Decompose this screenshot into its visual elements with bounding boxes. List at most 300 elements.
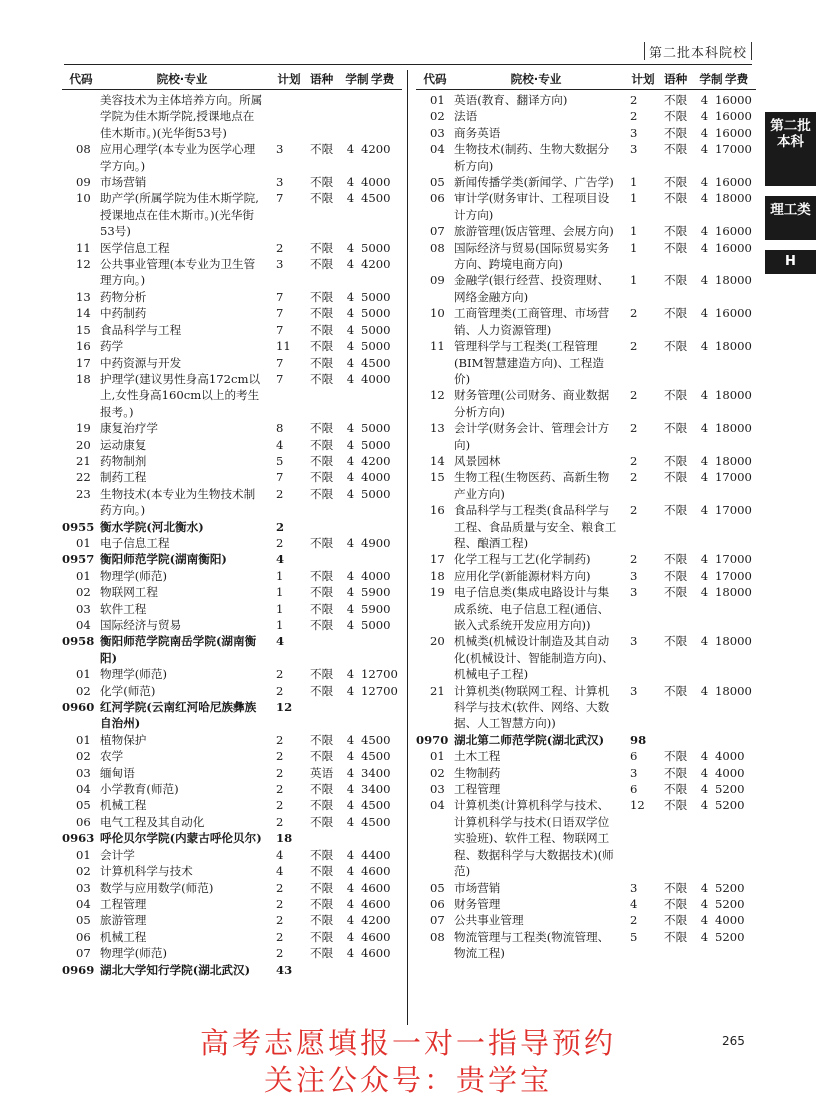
cell-duration: 4 (346, 421, 355, 436)
cell-duration: 4 (700, 224, 709, 239)
cell-duration: 4 (700, 93, 709, 107)
school-row (62, 551, 402, 567)
cell-major-name: 商务英语 (454, 125, 501, 140)
cell-lang: 不限 (664, 142, 688, 157)
cell-plan: 2 (276, 814, 284, 829)
cell-plan: 2 (630, 552, 638, 567)
cell-lang: 不限 (664, 175, 688, 190)
cell-lang: 英语 (310, 765, 334, 780)
cell-plan: 11 (276, 339, 291, 354)
cell-major-name: 生物技术(本专业为生物技术制药方向。) (100, 486, 256, 518)
cell-major-name: 新闻传播学类(新闻学、广告学) (454, 175, 614, 190)
cell-lang: 不限 (310, 355, 334, 370)
cell-plan: 2 (276, 929, 284, 944)
cell-duration: 4 (346, 289, 355, 304)
cell-duration: 4 (346, 257, 355, 272)
cell-code: 05 (76, 798, 91, 813)
cell-fee: 4000 (715, 765, 745, 780)
table-row (416, 551, 756, 567)
cell-code: 07 (430, 913, 445, 928)
cell-duration: 4 (346, 322, 355, 337)
cell-fee: 17000 (715, 470, 752, 485)
cell-plan: 2 (276, 519, 285, 534)
cell-duration: 4 (700, 634, 709, 649)
cell-major-name: 生物技术(制药、生物大数据分析方向) (454, 142, 610, 173)
table-row (416, 912, 756, 928)
table-row (62, 666, 402, 682)
cell-fee: 16000 (715, 175, 752, 190)
cell-plan: 18 (276, 831, 293, 846)
cell-lang: 不限 (664, 339, 688, 354)
cell-major-name: 小学教育(师范) (100, 782, 179, 797)
cell-lang: 不限 (664, 453, 688, 468)
table-row (416, 223, 756, 239)
cell-duration: 4 (346, 667, 355, 682)
cell-lang: 不限 (310, 453, 334, 468)
cell-lang: 不限 (310, 946, 334, 961)
cell-plan: 1 (630, 175, 638, 190)
side-tabs (765, 112, 816, 284)
cell-lang: 不限 (664, 749, 688, 764)
cell-code: 23 (76, 486, 91, 501)
cell-duration: 4 (346, 486, 355, 501)
cell-duration: 4 (700, 568, 709, 583)
header-title: 第二批本科院校 (648, 45, 747, 61)
school-row (416, 732, 756, 748)
cell-major-name: 植物保护 (100, 732, 147, 747)
cell-lang: 不限 (664, 896, 688, 911)
cell-duration: 4 (700, 585, 709, 600)
table-row (62, 338, 402, 354)
cell-fee: 5900 (361, 585, 391, 600)
cell-duration: 4 (700, 240, 709, 255)
cell-duration: 4 (346, 847, 355, 862)
table-row (62, 732, 402, 748)
cell-duration: 4 (346, 618, 355, 632)
watermark-line-1: 高考志愿填报一对一指导预约 (199, 1026, 616, 1060)
cell-plan: 4 (630, 896, 638, 911)
cell-fee: 5200 (715, 782, 745, 797)
cell-major-name: 助产学(所属学院为佳木斯学院,授课地点在佳木斯市。)(光华街53号) (100, 191, 259, 239)
table-row (416, 141, 756, 174)
cell-code: 0969 (62, 962, 95, 977)
cell-major-name: 管理科学与工程类(工程管理(BIM智慧建造方向)、工程造价) (454, 339, 604, 386)
left-table-header (62, 70, 402, 90)
table-row (416, 797, 756, 879)
cell-plan: 2 (630, 421, 638, 436)
cell-fee: 4600 (361, 929, 391, 944)
cell-code: 05 (430, 880, 445, 895)
cell-major-name: 物联网工程 (100, 585, 158, 600)
table-row (62, 863, 402, 879)
cell-lang: 不限 (664, 470, 688, 485)
cell-duration: 4 (700, 749, 709, 764)
cell-lang: 不限 (310, 322, 334, 337)
side-tab-batch[interactable]: 第二批本科 (765, 112, 816, 186)
cell-lang: 不限 (664, 125, 688, 140)
cell-code: 10 (76, 191, 91, 206)
cell-duration: 4 (700, 683, 709, 698)
cell-lang: 不限 (310, 339, 334, 354)
cell-duration: 4 (700, 306, 709, 321)
cell-fee: 4200 (361, 142, 391, 157)
watermark-line-2: 关注公众号：贵学宝 (263, 1063, 552, 1097)
cell-fee: 4600 (361, 880, 391, 895)
cell-code: 20 (76, 437, 91, 452)
cell-code: 03 (76, 880, 91, 895)
cell-fee: 4200 (361, 453, 391, 468)
cell-lang: 不限 (310, 535, 334, 550)
cell-code: 02 (430, 765, 445, 780)
cell-lang: 不限 (310, 749, 334, 764)
table-row (62, 469, 402, 485)
cell-code: 01 (430, 93, 445, 107)
cell-lang: 不限 (310, 929, 334, 944)
cell-plan: 2 (276, 749, 284, 764)
cell-lang: 不限 (310, 896, 334, 911)
cell-major-name: 工程管理 (100, 896, 147, 911)
cell-lang: 不限 (310, 240, 334, 255)
cell-code: 20 (430, 634, 445, 649)
table-row (62, 322, 402, 338)
cell-major-name: 中药制药 (100, 306, 147, 321)
cell-plan: 3 (630, 568, 638, 583)
cell-major-name: 药学 (100, 339, 124, 354)
table-row (416, 880, 756, 896)
cell-code: 19 (430, 585, 445, 600)
cell-plan: 8 (276, 421, 284, 436)
cell-plan: 5 (630, 929, 638, 944)
cell-lang: 不限 (310, 782, 334, 797)
cell-duration: 4 (346, 240, 355, 255)
cell-code: 21 (430, 683, 445, 698)
cell-fee: 18000 (715, 191, 752, 206)
cell-code: 0955 (62, 519, 95, 534)
cell-fee: 4200 (361, 257, 391, 272)
cell-lang: 不限 (664, 552, 688, 567)
cell-lang: 不限 (664, 93, 688, 107)
cell-major-name: 机械类(机械设计制造及其自动化(机械设计、智能制造方向)、机械电子工程) (454, 634, 614, 682)
cell-plan: 12 (630, 798, 645, 813)
cell-lang: 不限 (310, 601, 334, 616)
cell-plan: 2 (276, 946, 284, 961)
cell-code: 15 (76, 322, 91, 337)
cell-plan: 2 (276, 896, 284, 911)
table-row (62, 880, 402, 896)
cell-fee: 16000 (715, 240, 752, 255)
side-tab-letter[interactable]: H (765, 250, 816, 274)
cell-duration: 4 (346, 453, 355, 468)
col-code-header: 代码 (423, 72, 447, 87)
cell-fee: 5200 (715, 896, 745, 911)
header-rule (64, 64, 752, 65)
cell-major-name: 电子信息工程 (100, 535, 170, 550)
cell-duration: 4 (346, 191, 355, 206)
cell-fee: 17000 (715, 552, 752, 567)
cell-plan: 2 (630, 470, 638, 485)
cell-fee: 17000 (715, 142, 752, 157)
table-row (62, 781, 402, 797)
table-row (62, 748, 402, 764)
cell-major-name: 金融学(银行经营、投资理财、网络金融方向) (454, 273, 610, 304)
cell-major-name: 物理学(师范) (100, 946, 168, 961)
cell-fee: 16000 (715, 224, 752, 239)
cell-duration: 4 (700, 191, 709, 206)
cell-plan: 2 (276, 732, 284, 747)
cell-code: 05 (76, 913, 91, 928)
cell-major-name: 审计学(财务审计、工程项目设计方向) (454, 191, 610, 222)
table-row (62, 190, 402, 239)
cell-plan: 7 (276, 470, 284, 485)
table-row (62, 568, 402, 584)
cell-code: 16 (430, 503, 445, 518)
right-table-body (416, 92, 756, 962)
cell-code: 17 (76, 355, 91, 370)
cell-code: 19 (76, 421, 91, 436)
cell-code: 01 (76, 535, 91, 550)
cell-plan: 4 (276, 634, 285, 649)
cell-code: 05 (430, 175, 445, 190)
school-row (62, 519, 402, 535)
cell-plan: 1 (276, 601, 284, 616)
cell-fee: 4600 (361, 946, 391, 961)
cell-plan: 3 (276, 257, 284, 272)
cell-major-name: 化学工程与工艺(化学制药) (454, 552, 591, 567)
cell-code: 11 (430, 339, 445, 354)
cell-code: 0960 (62, 700, 95, 715)
cell-plan: 3 (276, 142, 284, 157)
cell-school-name: 呼伦贝尔学院(内蒙古呼伦贝尔) (100, 831, 262, 846)
table-row (416, 272, 756, 305)
cell-major-name: 旅游管理(饭店管理、会展方向) (454, 224, 614, 239)
col-lang-header: 语种 (310, 72, 334, 87)
cell-code: 04 (76, 896, 91, 911)
cell-code: 10 (430, 306, 445, 321)
cell-lang: 不限 (664, 568, 688, 583)
cell-major-name: 会计学(财务会计、管理会计方向) (454, 421, 610, 452)
cell-major-name: 食品科学与工程类(食品科学与工程、食品质量与安全、粮食工程、酿酒工程) (454, 503, 617, 550)
cell-code: 21 (76, 453, 91, 468)
cell-plan: 12 (276, 700, 293, 715)
cell-major-name: 护理学(建议男性身高172cm以上,女性身高160cm以上的考生报考。) (100, 371, 261, 419)
cell-fee: 4500 (361, 814, 391, 829)
cell-duration: 4 (700, 109, 709, 124)
cell-duration: 4 (700, 798, 709, 813)
table-row (416, 240, 756, 273)
table-row (62, 305, 402, 321)
cell-lang: 不限 (310, 864, 334, 879)
cell-major-name: 机械工程 (100, 929, 147, 944)
column-divider (407, 70, 408, 1025)
table-row (416, 125, 756, 141)
cell-major-name: 工程管理 (454, 782, 501, 797)
cell-plan: 2 (276, 782, 284, 797)
table-row (416, 387, 756, 420)
cell-plan: 2 (276, 486, 284, 501)
cell-major-name: 数学与应用数学(师范) (100, 880, 214, 895)
cell-plan: 2 (630, 388, 638, 403)
cell-duration: 4 (700, 142, 709, 157)
table-row (416, 108, 756, 124)
table-row (62, 814, 402, 830)
cell-code: 0963 (62, 831, 95, 846)
table-row (416, 781, 756, 797)
cell-major-name: 缅甸语 (100, 765, 135, 780)
cell-duration: 4 (700, 339, 709, 354)
cell-major-name: 软件工程 (100, 601, 147, 616)
right-table-header (416, 70, 756, 90)
cell-code: 01 (76, 732, 91, 747)
table-row (416, 420, 756, 453)
cell-code: 08 (76, 142, 91, 157)
cell-major-name: 制药工程 (100, 470, 147, 485)
cell-lang: 不限 (310, 568, 334, 583)
table-row (416, 174, 756, 190)
cell-major-name: 应用心理学(本专业为医学心理学方向。) (100, 142, 256, 173)
cell-plan: 1 (276, 618, 284, 632)
cell-major-name: 计算机科学与技术 (100, 864, 193, 879)
cell-fee: 5000 (361, 421, 391, 436)
cell-major-name: 计算机类(计算机科学与技术、计算机科学与技术(日语双学位实验班)、软件工程、物联网工程、数据科学与大数据技术)(师范) (454, 798, 614, 879)
cell-fee: 18000 (715, 634, 752, 649)
table-row (62, 453, 402, 469)
table-row (416, 929, 756, 962)
cell-code: 06 (76, 814, 91, 829)
cell-plan: 43 (276, 962, 293, 977)
table-row (62, 355, 402, 371)
cell-major-name: 中药资源与开发 (100, 355, 182, 370)
cell-fee: 18000 (715, 683, 752, 698)
cell-code: 16 (76, 339, 91, 354)
col-plan-header: 计划 (277, 72, 301, 87)
left-column (62, 70, 402, 978)
cell-plan: 7 (276, 371, 284, 386)
cell-duration: 4 (700, 175, 709, 190)
cell-major-name: 土木工程 (454, 749, 501, 764)
cell-major-name: 康复治疗学 (100, 421, 158, 436)
cell-duration: 4 (700, 552, 709, 567)
table-row (416, 683, 756, 732)
cell-major-name: 国际经济与贸易(国际贸易实务方向、跨境电商方向) (454, 240, 610, 272)
cell-duration: 4 (700, 929, 709, 944)
cell-major-name: 运动康复 (100, 437, 147, 452)
cell-fee: 16000 (715, 93, 752, 107)
cell-plan: 2 (276, 667, 284, 682)
table-row (416, 92, 756, 108)
cell-major-name: 电气工程及其自动化 (100, 814, 205, 829)
cell-duration: 4 (700, 503, 709, 518)
side-tab-category[interactable]: 理工类 (765, 196, 816, 240)
cell-lang: 不限 (664, 191, 688, 206)
cell-fee: 16000 (715, 109, 752, 124)
cell-lang: 不限 (310, 683, 334, 698)
cell-major-name: 电子信息类(集成电路设计与集成系统、电子信息工程(通信、嵌入式系统开发应用方向)) (454, 585, 610, 632)
cell-fee: 4400 (361, 847, 391, 862)
cell-lang: 不限 (664, 273, 688, 288)
cell-major-name: 公共事业管理 (454, 913, 524, 928)
cell-fee: 5200 (715, 929, 745, 944)
table-row (416, 469, 756, 502)
cell-code: 02 (76, 864, 91, 879)
cell-major-name: 药物分析 (100, 289, 147, 304)
cell-code: 12 (76, 257, 91, 272)
cell-fee: 3400 (361, 765, 391, 780)
cell-plan: 3 (630, 142, 638, 157)
table-row (416, 765, 756, 781)
cell-code: 11 (76, 240, 91, 255)
cell-lang: 不限 (310, 142, 334, 157)
cell-lang: 不限 (310, 437, 334, 452)
cell-duration: 4 (700, 388, 709, 403)
cell-duration: 4 (346, 749, 355, 764)
cell-major-name: 美容技术为主体培养方向。所属学院为佳木斯学院,授课地点在佳木斯市。)(光华街53号) (100, 93, 263, 140)
cell-duration: 4 (346, 437, 355, 452)
cell-plan: 2 (276, 798, 284, 813)
cell-school-name: 衡水学院(河北衡水) (100, 519, 204, 534)
cell-duration: 4 (346, 355, 355, 370)
table-row (62, 912, 402, 928)
cell-major-name: 物流管理与工程类(物流管理、物流工程) (454, 929, 610, 961)
cell-lang: 不限 (310, 667, 334, 682)
cell-code: 01 (76, 667, 91, 682)
table-row (62, 617, 402, 633)
cell-lang: 不限 (664, 585, 688, 600)
cell-lang: 不限 (664, 634, 688, 649)
cell-plan: 98 (630, 732, 647, 747)
cell-plan: 2 (630, 503, 638, 518)
cell-code: 13 (430, 421, 445, 436)
cell-fee: 18000 (715, 388, 752, 403)
cell-duration: 4 (346, 765, 355, 780)
cell-code: 02 (76, 585, 91, 600)
table-row (62, 371, 402, 420)
page-header (640, 40, 756, 62)
cell-lang: 不限 (310, 289, 334, 304)
table-row (416, 584, 756, 633)
cell-lang: 不限 (664, 240, 688, 255)
col-fee-header: 学费 (725, 72, 749, 87)
cell-duration: 4 (346, 371, 355, 386)
col-duration-header: 学制 (699, 72, 723, 87)
cell-lang: 不限 (310, 618, 334, 632)
cell-plan: 7 (276, 289, 284, 304)
cell-duration: 4 (700, 453, 709, 468)
cell-code: 09 (76, 175, 91, 190)
cell-lang: 不限 (664, 880, 688, 895)
cell-lang: 不限 (664, 782, 688, 797)
cell-major-name: 财务管理(公司财务、商业数据分析方向) (454, 388, 610, 419)
cell-code: 07 (76, 946, 91, 961)
cell-school-name: 湖北大学知行学院(湖北武汉) (100, 962, 251, 977)
table-row (416, 633, 756, 682)
cell-fee: 18000 (715, 421, 752, 436)
col-code-header: 代码 (69, 72, 93, 87)
cell-duration: 4 (346, 798, 355, 813)
header-bar-right (751, 42, 752, 60)
left-table-body (62, 92, 402, 978)
cell-major-name: 公共事业管理(本专业为卫生管理方向。) (100, 257, 256, 288)
cell-fee: 4600 (361, 864, 391, 879)
cell-fee: 5000 (361, 339, 391, 354)
cell-duration: 4 (346, 470, 355, 485)
table-row (416, 896, 756, 912)
col-name-header: 院校·专业 (510, 72, 562, 87)
table-row (62, 584, 402, 600)
table-row (62, 174, 402, 190)
cell-major-name: 机械工程 (100, 798, 147, 813)
cell-code: 03 (430, 125, 445, 140)
cell-plan: 3 (630, 125, 638, 140)
